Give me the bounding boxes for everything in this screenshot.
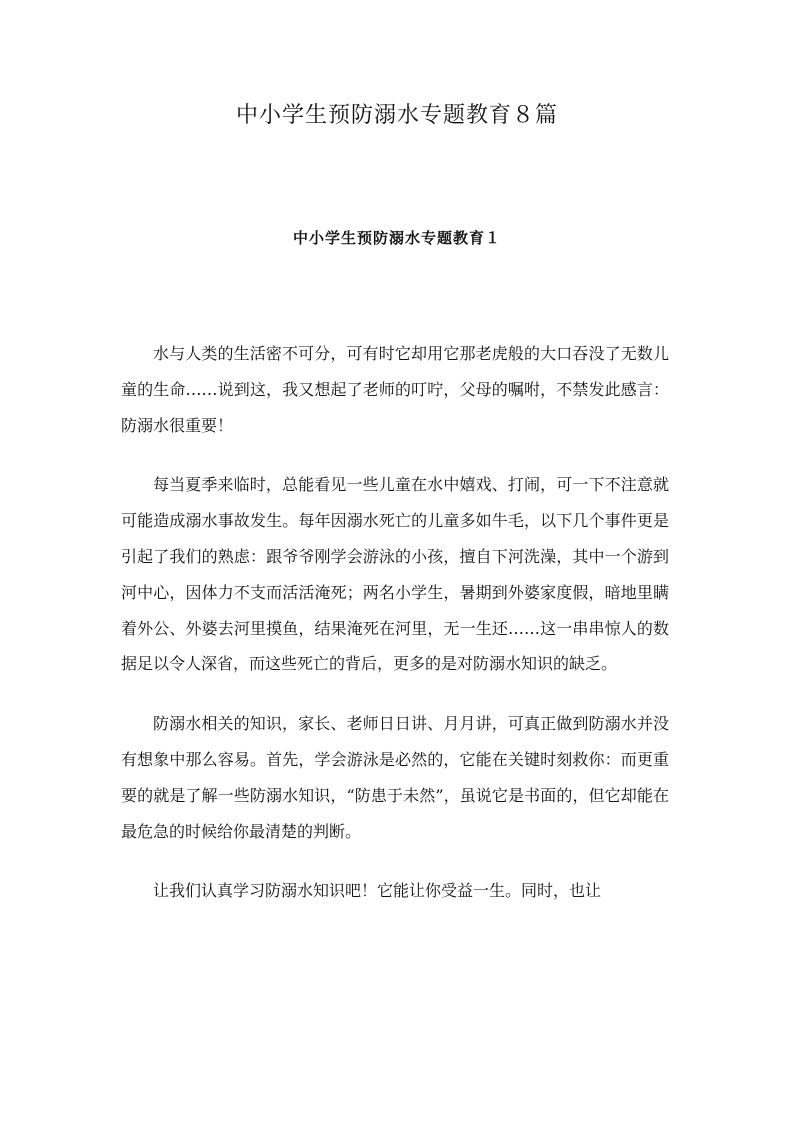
- document-title: 中小学生预防溺水专题教育８篇: [235, 103, 558, 128]
- section-title: 中小学生预防溺水专题教育１: [292, 229, 501, 247]
- paragraph: 防溺水相关的知识，家长、老师日日讲、月月讲，可真正做到防溺水并没有想象中那么容易。首先，学会游泳是必然的，它能在关键时刻救你：而更重要的就是了解一些防溺水知识，“防患于未然”，虽说它是书面的，但它却能在最危急的时候给你最清楚的判断。: [121, 714, 669, 841]
- document-body: [121, 336, 669, 933]
- paragraph: 每当夏季来临时，总能看见一些儿童在水中嬉戏、打闹，可一下不注意就可能造成溺水事故发生。每年因溺水死亡的儿童多如牛毛，以下几个事件更是引起了我们的熟虑：跟爷爷刚学会游泳的小孩，擅自下河洗澡，其中一个游到河中心，因体力不支而活活淹死；两名小学生，暑期到外婆家度假，暗地里瞒着外公、外婆去河里摸鱼，结果淹死在河里，无一生还……这一串串惊人的数据足以令人深省，而这些死亡的背后，更多的是对防溺水知识的缺乏。: [121, 475, 669, 674]
- paragraph: 让我们认真学习防溺水知识吧！它能让你受益一生。同时，也让: [153, 881, 602, 901]
- paragraph: 水与人类的生活密不可分，可有时它却用它那老虎般的大口吞没了无数儿童的生命……说到这，我又想起了老师的叮咛，父母的嘱咐，不禁发此感言：防溺水很重要！: [121, 344, 669, 435]
